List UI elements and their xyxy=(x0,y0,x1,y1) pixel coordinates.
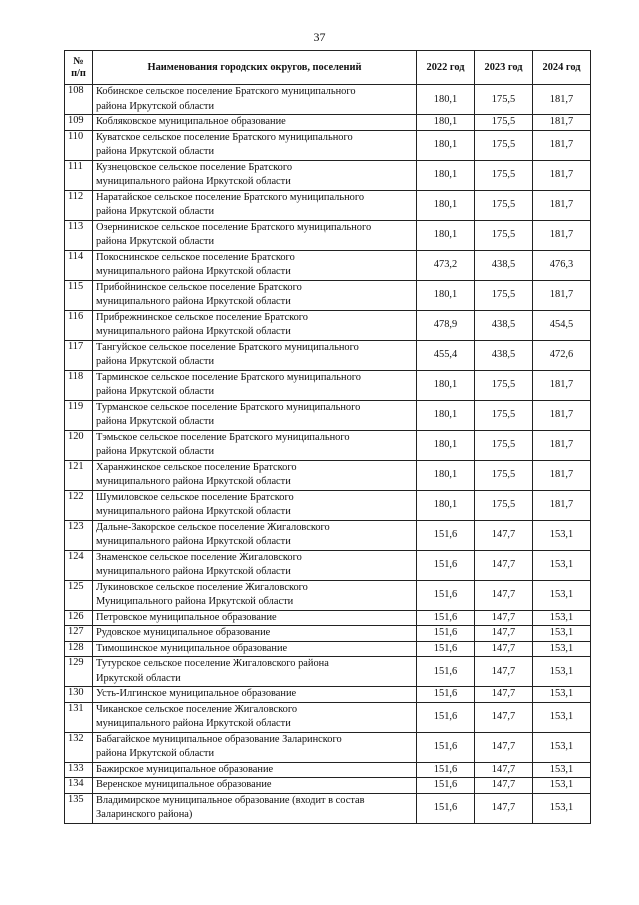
table-row xyxy=(65,460,591,490)
municipality-name-line: муниципального района Иркутской области xyxy=(96,326,291,337)
value-2024: 181,7 xyxy=(533,490,591,520)
value-2022: 151,6 xyxy=(417,657,475,687)
row-number: 115 xyxy=(65,280,93,310)
value-2023: 147,7 xyxy=(475,687,533,703)
value-2024: 181,7 xyxy=(533,85,591,115)
value-2022: 180,1 xyxy=(417,400,475,430)
value-2023: 438,5 xyxy=(475,340,533,370)
row-number: 117 xyxy=(65,340,93,370)
table-row xyxy=(65,115,591,131)
municipality-name xyxy=(93,550,417,580)
municipality-name-line: Прибрежнинское сельское поселение Братского xyxy=(96,311,309,323)
municipality-name-line: муниципального района Иркутской области xyxy=(96,176,291,187)
municipality-name-line: Наратайское сельское поселение Братского муниципального xyxy=(96,191,365,203)
value-2023: 147,7 xyxy=(475,626,533,642)
table-row xyxy=(65,762,591,778)
municipality-name xyxy=(93,85,417,115)
value-2023: 147,7 xyxy=(475,657,533,687)
municipality-name xyxy=(93,280,417,310)
table-row xyxy=(65,160,591,190)
municipality-name xyxy=(93,687,417,703)
value-2023: 147,7 xyxy=(475,641,533,657)
table-row xyxy=(65,687,591,703)
value-2024: 153,1 xyxy=(533,641,591,657)
value-2022: 151,6 xyxy=(417,550,475,580)
row-number: 134 xyxy=(65,778,93,794)
value-2022: 151,6 xyxy=(417,793,475,823)
page-number: 37 xyxy=(313,30,326,44)
row-number: 127 xyxy=(65,626,93,642)
municipality-name-line: Куватское сельское поселение Братского муниципального xyxy=(96,131,353,143)
row-number: 128 xyxy=(65,641,93,657)
value-2023: 147,7 xyxy=(475,793,533,823)
value-2023: 175,5 xyxy=(475,400,533,430)
row-number: 125 xyxy=(65,580,93,610)
value-2024: 153,1 xyxy=(533,762,591,778)
value-2023: 147,7 xyxy=(475,550,533,580)
value-2024: 181,7 xyxy=(533,280,591,310)
value-2024: 153,1 xyxy=(533,732,591,762)
value-2023: 175,5 xyxy=(475,490,533,520)
municipality-name-line: района Иркутской области xyxy=(96,206,215,217)
value-2023: 147,7 xyxy=(475,702,533,732)
municipality-name xyxy=(93,310,417,340)
header-num-line: п/п xyxy=(71,67,86,79)
table-row xyxy=(65,793,591,823)
row-number: 131 xyxy=(65,702,93,732)
municipality-name-line: Дальне-Закорское сельское поселение Жигаловского xyxy=(96,521,330,533)
row-number: 108 xyxy=(65,85,93,115)
value-2023: 175,5 xyxy=(475,460,533,490)
table-row xyxy=(65,610,591,626)
row-number: 124 xyxy=(65,550,93,580)
table-row xyxy=(65,430,591,460)
municipality-name-line: района Иркутской области xyxy=(96,236,215,247)
municipality-name xyxy=(93,793,417,823)
header-2024: 2024 год xyxy=(533,51,591,85)
table-row xyxy=(65,550,591,580)
row-number: 110 xyxy=(65,130,93,160)
municipality-name-line: района Иркутской области xyxy=(96,416,215,427)
municipality-name-line: района Иркутской области xyxy=(96,446,215,457)
value-2023: 438,5 xyxy=(475,310,533,340)
row-number: 123 xyxy=(65,520,93,550)
value-2024: 476,3 xyxy=(533,250,591,280)
municipality-name xyxy=(93,762,417,778)
value-2023: 175,5 xyxy=(475,430,533,460)
table-row xyxy=(65,250,591,280)
municipality-name xyxy=(93,160,417,190)
table-row xyxy=(65,370,591,400)
municipality-name xyxy=(93,250,417,280)
value-2024: 472,6 xyxy=(533,340,591,370)
value-2022: 455,4 xyxy=(417,340,475,370)
municipality-name-line: Озерниниское сельское поселение Братского муниципального xyxy=(96,221,372,233)
table-row xyxy=(65,580,591,610)
value-2022: 478,9 xyxy=(417,310,475,340)
header-num xyxy=(65,51,93,85)
value-2022: 180,1 xyxy=(417,115,475,131)
value-2022: 151,6 xyxy=(417,687,475,703)
table-row xyxy=(65,702,591,732)
value-2023: 175,5 xyxy=(475,115,533,131)
municipality-name-line: муниципального района Иркутской области xyxy=(96,718,291,729)
value-2022: 151,6 xyxy=(417,520,475,550)
municipality-name-line: Тимошинское муниципальное образование xyxy=(96,642,288,654)
table-row xyxy=(65,657,591,687)
header-2023: 2023 год xyxy=(475,51,533,85)
row-number: 114 xyxy=(65,250,93,280)
value-2024: 153,1 xyxy=(533,793,591,823)
municipality-name-line: Лукиновское сельское поселение Жигаловского xyxy=(96,581,308,593)
municipality-name-line: Петровское муниципальное образование xyxy=(96,611,277,623)
municipality-name-line: Тарминское сельское поселение Братского муниципального xyxy=(96,371,361,383)
municipality-name-line: Рудовское муниципальное образование xyxy=(96,627,271,638)
value-2022: 151,6 xyxy=(417,610,475,626)
value-2024: 153,1 xyxy=(533,702,591,732)
value-2023: 147,7 xyxy=(475,610,533,626)
table-row xyxy=(65,340,591,370)
value-2022: 151,6 xyxy=(417,732,475,762)
row-number: 109 xyxy=(65,115,93,131)
municipality-name-line: района Иркутской области xyxy=(96,146,215,157)
value-2022: 180,1 xyxy=(417,160,475,190)
value-2023: 175,5 xyxy=(475,130,533,160)
value-2024: 181,7 xyxy=(533,160,591,190)
value-2022: 180,1 xyxy=(417,220,475,250)
value-2024: 153,1 xyxy=(533,520,591,550)
value-2024: 181,7 xyxy=(533,370,591,400)
municipality-name-line: района Иркутской области xyxy=(96,100,215,112)
row-number: 122 xyxy=(65,490,93,520)
municipality-name xyxy=(93,190,417,220)
table-row xyxy=(65,400,591,430)
municipality-name-line: района Иркутской области xyxy=(96,748,215,759)
municipality-name xyxy=(93,220,417,250)
municipality-name-line: Покоснинское сельское поселение Братского xyxy=(96,251,295,263)
value-2023: 147,7 xyxy=(475,762,533,778)
municipality-name-line: Заларинского района) xyxy=(96,809,193,820)
value-2022: 151,6 xyxy=(417,762,475,778)
municipality-name xyxy=(93,610,417,626)
value-2022: 151,6 xyxy=(417,778,475,794)
row-number: 135 xyxy=(65,793,93,823)
municipality-name xyxy=(93,732,417,762)
value-2023: 147,7 xyxy=(475,520,533,550)
value-2024: 181,7 xyxy=(533,220,591,250)
row-number: 132 xyxy=(65,732,93,762)
value-2024: 181,7 xyxy=(533,115,591,131)
value-2022: 180,1 xyxy=(417,490,475,520)
value-2023: 175,5 xyxy=(475,190,533,220)
table-header-row xyxy=(65,51,591,85)
value-2022: 180,1 xyxy=(417,430,475,460)
value-2022: 151,6 xyxy=(417,702,475,732)
municipality-name-line: района Иркутской области xyxy=(96,386,215,397)
value-2022: 180,1 xyxy=(417,280,475,310)
value-2024: 153,1 xyxy=(533,550,591,580)
municipality-name-line: Тангуйское сельское поселение Братского муниципального xyxy=(96,341,359,353)
value-2023: 438,5 xyxy=(475,250,533,280)
value-2022: 473,2 xyxy=(417,250,475,280)
municipality-name-line: Владимирское муниципальное образование (входит в состав xyxy=(96,794,365,806)
municipality-name-line: Турманское сельское поселение Братского муниципального xyxy=(96,401,361,413)
row-number: 111 xyxy=(65,160,93,190)
table-row xyxy=(65,130,591,160)
municipality-name-line: муниципального района Иркутской области xyxy=(96,266,291,277)
value-2022: 180,1 xyxy=(417,85,475,115)
value-2024: 153,1 xyxy=(533,580,591,610)
municipality-name xyxy=(93,370,417,400)
value-2023: 147,7 xyxy=(475,580,533,610)
value-2023: 175,5 xyxy=(475,220,533,250)
value-2024: 181,7 xyxy=(533,460,591,490)
row-number: 129 xyxy=(65,657,93,687)
municipality-name xyxy=(93,778,417,794)
header-2022: 2022 год xyxy=(417,51,475,85)
row-number: 133 xyxy=(65,762,93,778)
header-num-line: № xyxy=(73,55,84,67)
municipality-name-line: Веренское муниципальное образование xyxy=(96,779,272,790)
row-number: 112 xyxy=(65,190,93,220)
table-row xyxy=(65,280,591,310)
municipality-name xyxy=(93,520,417,550)
value-2024: 181,7 xyxy=(533,130,591,160)
municipality-name xyxy=(93,580,417,610)
value-2022: 180,1 xyxy=(417,370,475,400)
row-number: 121 xyxy=(65,460,93,490)
value-2024: 153,1 xyxy=(533,626,591,642)
municipality-name-line: Кузнецовское сельское поселение Братского xyxy=(96,161,293,173)
municipality-name-line: Кобляковское муниципальное образование xyxy=(96,116,286,127)
value-2024: 153,1 xyxy=(533,687,591,703)
municipality-name-line: Тутурское сельское поселение Жигаловского района xyxy=(96,658,329,669)
value-2023: 147,7 xyxy=(475,778,533,794)
row-number: 130 xyxy=(65,687,93,703)
value-2023: 175,5 xyxy=(475,160,533,190)
value-2024: 181,7 xyxy=(533,190,591,220)
value-2024: 181,7 xyxy=(533,430,591,460)
municipality-name-line: муниципального района Иркутской области xyxy=(96,476,291,487)
table-row xyxy=(65,190,591,220)
municipality-name-line: Чиканское сельское поселение Жигаловского xyxy=(96,703,298,715)
municipality-name-line: муниципального района Иркутской области xyxy=(96,566,291,577)
table-row xyxy=(65,220,591,250)
municipality-name xyxy=(93,641,417,657)
municipality-name-line: Усть-Илгинское муниципальное образование xyxy=(96,688,297,699)
value-2022: 151,6 xyxy=(417,626,475,642)
row-number: 120 xyxy=(65,430,93,460)
header-name: Наименования городских округов, поселений xyxy=(93,51,417,85)
municipality-name xyxy=(93,340,417,370)
municipality-name xyxy=(93,702,417,732)
municipality-name-line: муниципального района Иркутской области xyxy=(96,296,291,307)
municipality-name-line: Харанжинское сельское поселение Братского xyxy=(96,461,297,473)
table-row xyxy=(65,490,591,520)
municipality-name xyxy=(93,490,417,520)
table-row xyxy=(65,520,591,550)
value-2024: 153,1 xyxy=(533,778,591,794)
value-2022: 180,1 xyxy=(417,460,475,490)
table-row xyxy=(65,641,591,657)
value-2023: 175,5 xyxy=(475,370,533,400)
municipality-name-line: Прибойнинское сельское поселение Братского xyxy=(96,281,302,293)
municipality-name xyxy=(93,115,417,131)
row-number: 126 xyxy=(65,610,93,626)
table-row xyxy=(65,778,591,794)
municipality-name-line: Кобинское сельское поселение Братского муниципального xyxy=(96,86,356,97)
value-2024: 454,5 xyxy=(533,310,591,340)
value-2022: 180,1 xyxy=(417,130,475,160)
municipality-name xyxy=(93,130,417,160)
row-number: 119 xyxy=(65,400,93,430)
value-2024: 153,1 xyxy=(533,610,591,626)
municipality-name-line: Бажирское муниципальное образование xyxy=(96,763,274,775)
value-2023: 147,7 xyxy=(475,732,533,762)
row-number: 116 xyxy=(65,310,93,340)
table-row xyxy=(65,626,591,642)
municipality-name-line: муниципального района Иркутской области xyxy=(96,506,291,517)
row-number: 118 xyxy=(65,370,93,400)
row-number: 113 xyxy=(65,220,93,250)
municipality-name-line: Знаменское сельское поселение Жигаловского xyxy=(96,551,302,563)
value-2022: 151,6 xyxy=(417,580,475,610)
municipality-name-line: муниципального района Иркутской области xyxy=(96,536,291,547)
municipality-name-line: Тэмьское сельское поселение Братского муниципального xyxy=(96,431,350,443)
value-2022: 151,6 xyxy=(417,641,475,657)
table-row xyxy=(65,310,591,340)
municipality-name xyxy=(93,657,417,687)
municipality-name-line: Иркутской области xyxy=(96,672,181,684)
table-row xyxy=(65,85,591,115)
municipality-name-line: района Иркутской области xyxy=(96,356,215,367)
municipality-name-line: Шумиловское сельское поселение Братского xyxy=(96,491,294,503)
value-2024: 181,7 xyxy=(533,400,591,430)
municipality-name-line: Муниципального района Иркутской области xyxy=(96,596,294,607)
value-2022: 180,1 xyxy=(417,190,475,220)
municipality-name-line: Бабагайское муниципальное образование Заларинского xyxy=(96,733,342,745)
table-row xyxy=(65,732,591,762)
municipality-name xyxy=(93,460,417,490)
value-2023: 175,5 xyxy=(475,280,533,310)
municipality-name xyxy=(93,400,417,430)
value-2023: 175,5 xyxy=(475,85,533,115)
municipality-name xyxy=(93,430,417,460)
value-2024: 153,1 xyxy=(533,657,591,687)
budget-table xyxy=(64,50,591,824)
municipality-name xyxy=(93,626,417,642)
